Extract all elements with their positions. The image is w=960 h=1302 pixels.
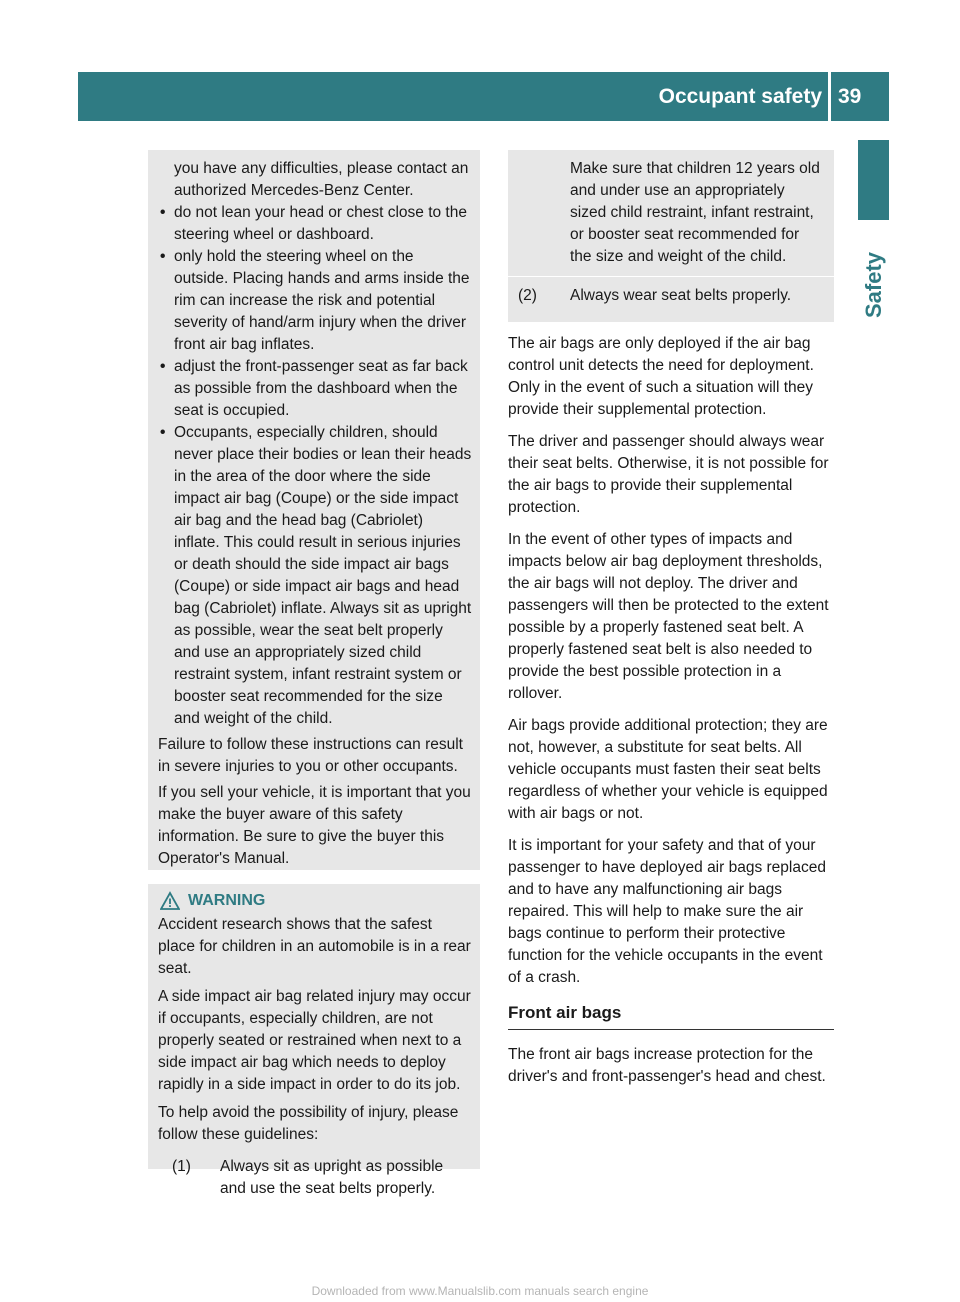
right-column (508, 333, 834, 1098)
side-tab-marker (858, 140, 889, 220)
warning-heading: WARNING (158, 890, 472, 912)
paragraph: In the event of other types of impacts and impacts below air bag deployment thresholds, the air bags will not deploy. The driver and passengers will then be protected to the extent possible by a properly fastened seat belt. A properly fastened seat belt is also needed to provide the best possible protection in a rollover. (508, 531, 829, 702)
divider (508, 276, 834, 277)
header-divider (828, 72, 831, 121)
paragraph: To help avoid the possibility of injury, please follow these guidelines: (158, 1104, 459, 1143)
list-item: • only hold the steering wheel on the outside. Placing hands and arms inside the rim can increase the risk and potential severity of hand/arm injury when the driver front air bag inflates. (160, 248, 470, 353)
side-tab-label: Safety (861, 251, 886, 319)
continuation-text: you have any difficulties, please contact an authorized Mercedes-Benz Center. (174, 160, 469, 199)
paragraph: It is important for your safety and that of your passenger to have deployed air bags replaced and to have any malfunctioning air bags repaired. This will help to make sure the air bags continue to perform their protective function for the vehicle occupants in the event of a crash. (508, 837, 826, 986)
list-item: • do not lean your head or chest close to the steering wheel or dashboard. (160, 204, 467, 243)
paragraph: The front air bags increase protection for the driver's and front-passenger's head and chest. (508, 1046, 826, 1085)
paragraph: Air bags provide additional protection; they are not, however, a substitute for seat belts. All vehicle occupants must fasten their seat belts regardless of whether your vehicle is equipped with air bags or not. (508, 717, 828, 822)
page-section-title: Occupant safety (658, 85, 822, 108)
paragraph: Accident research shows that the safest place for children in an automobile is in a rear seat. (158, 916, 471, 977)
paragraph: A side impact air bag related injury may occur if occupants, especially children, are not properly seated or restrained when next to a side impact air bag which needs to deploy rapidly in a side impact in order to do its job. (158, 988, 471, 1093)
paragraph: If you sell your vehicle, it is important that you make the buyer aware of this safety information. Be sure to give the buyer this Operator's Manual. (158, 784, 471, 867)
paragraph: The air bags are only deployed if the air bag control unit detects the need for deployment. Only in the event of such a situation will they provide their supplemental protection. (508, 335, 814, 418)
left-safety-box (148, 150, 480, 870)
warning-triangle-icon (160, 891, 180, 911)
guidelines-continuation-box (508, 150, 834, 322)
page-number: 39 (838, 85, 862, 108)
paragraph: The driver and passenger should always wear their seat belts. Otherwise, it is not possible for the air bags to provide their supplemental protection. (508, 433, 829, 516)
numbered-item: (2) Always wear seat belts properly. (518, 287, 792, 304)
numbered-item: (1) Always sit as upright as possible and use the seat belts properly. (172, 1158, 444, 1197)
footer-watermark: Downloaded from www.Manualslib.com manuals search engine (311, 1284, 649, 1298)
list-item: • Occupants, especially children, should never place their bodies or lean their heads in the area of the door where the side impact air bag (Coupe) or the side impact air bag and the head bag (Cabriolet) inflate. This could result in serious injuries or death should the side impact air bags (Coupe) or side impact air bags and head bag (Cabriolet) inflate. Always sit as upright as possible, wear the seat belt properly and use an appropriately sized child restraint system, infant restraint system or booster seat recommended for the size and weight of the child. (160, 424, 472, 727)
numbered-item-continuation: Make sure that children 12 years old and under use an appropriately sized child restraint, infant restraint, or booster seat recommended for the size and weight of the child. (570, 160, 820, 265)
paragraph: Failure to follow these instructions can result in severe injuries to you or other occupants. (158, 736, 463, 775)
section-heading: Front air bags (508, 1001, 834, 1030)
warning-box (148, 884, 480, 1197)
list-item: • adjust the front-passenger seat as far back as possible from the dashboard when the seat is occupied. (160, 358, 468, 419)
